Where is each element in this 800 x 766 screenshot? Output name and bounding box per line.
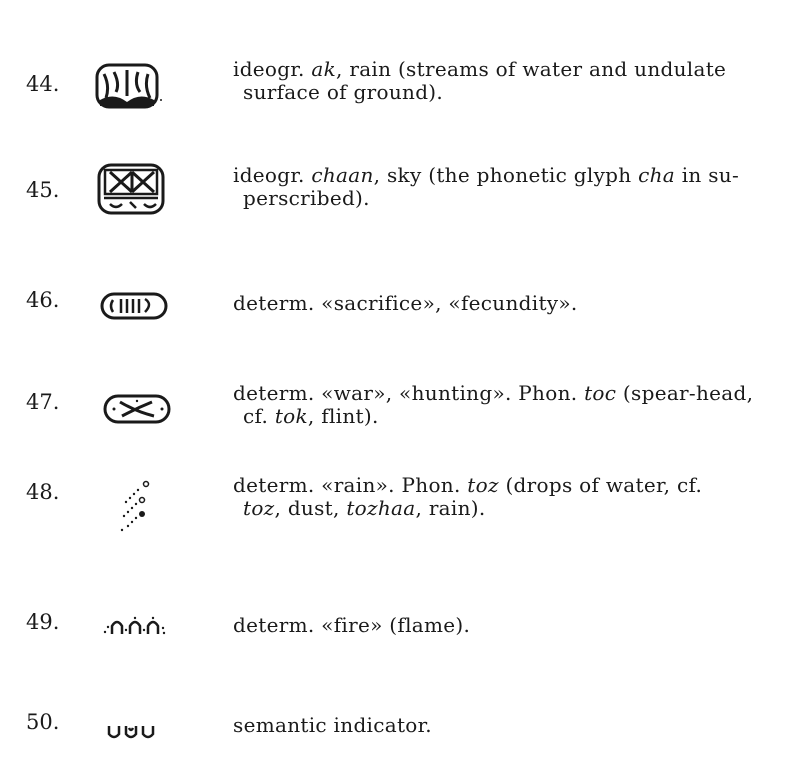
description-line-1 [233, 474, 778, 497]
text-run: , dust, [274, 496, 347, 520]
italic-term: tok [274, 404, 308, 428]
fire-glyph-icon [102, 614, 168, 638]
description-line-1 [233, 714, 778, 737]
text-run: determ. «rain». Phon. [233, 473, 468, 497]
text-run: determ. «sacrifice», «fecundity». [233, 291, 578, 315]
text-run: cf. [243, 404, 275, 428]
entry-number: 44. [26, 72, 60, 96]
text-run: determ. «war», «hunting». Phon. [233, 381, 585, 405]
text-run: perscribed). [243, 186, 370, 210]
text-run: , rain (streams of water and undulate [336, 57, 727, 81]
description-line-1 [233, 58, 778, 81]
description-line-2 [233, 187, 778, 210]
italic-term: toc [584, 381, 617, 405]
description-line-2 [233, 81, 778, 104]
entry-description [233, 714, 778, 737]
text-run: (drops of water, cf. [498, 473, 703, 497]
italic-term: chaan [311, 163, 374, 187]
entry-description [233, 58, 778, 104]
sky-glyph-icon [96, 162, 168, 218]
description-line-2 [233, 497, 778, 520]
drops-glyph-icon [112, 478, 156, 534]
text-run: , flint). [307, 404, 379, 428]
rain-glyph-icon [94, 62, 164, 112]
text-run: in su- [675, 163, 740, 187]
text-run: surface of ground). [243, 80, 444, 104]
entry-number: 45. [26, 178, 60, 202]
entry-number: 48. [26, 480, 60, 504]
entry-description [233, 292, 778, 315]
entry-number: 50. [26, 710, 60, 734]
description-line-1 [233, 164, 778, 187]
italic-term: ak [311, 57, 337, 81]
description-line-1 [233, 382, 778, 405]
description-line-1 [233, 614, 778, 637]
entry-number: 46. [26, 288, 60, 312]
text-run: determ. «fire» (flame). [233, 613, 471, 637]
text-run: ideogr. [233, 57, 312, 81]
entry-description [233, 474, 778, 520]
semantic-indicator-glyph-icon [106, 722, 158, 742]
entry-description [233, 614, 778, 637]
italic-term: toz [467, 473, 499, 497]
description-line-2 [233, 405, 778, 428]
description-line-1 [233, 292, 778, 315]
entry-description [233, 164, 778, 210]
text-run: ideogr. [233, 163, 312, 187]
entry-description [233, 382, 778, 428]
sacrifice-glyph-icon [99, 290, 171, 324]
entry-number: 49. [26, 610, 60, 634]
text-run: , rain). [415, 496, 486, 520]
text-run: , sky (the phonetic glyph [373, 163, 639, 187]
italic-term: toz [243, 496, 275, 520]
italic-term: cha [638, 163, 676, 187]
war-glyph-icon [102, 392, 174, 428]
italic-term: tozhaa [346, 496, 416, 520]
entry-number: 47. [26, 390, 60, 414]
text-run: (spear-head, [616, 381, 754, 405]
text-run: semantic indicator. [233, 713, 432, 737]
